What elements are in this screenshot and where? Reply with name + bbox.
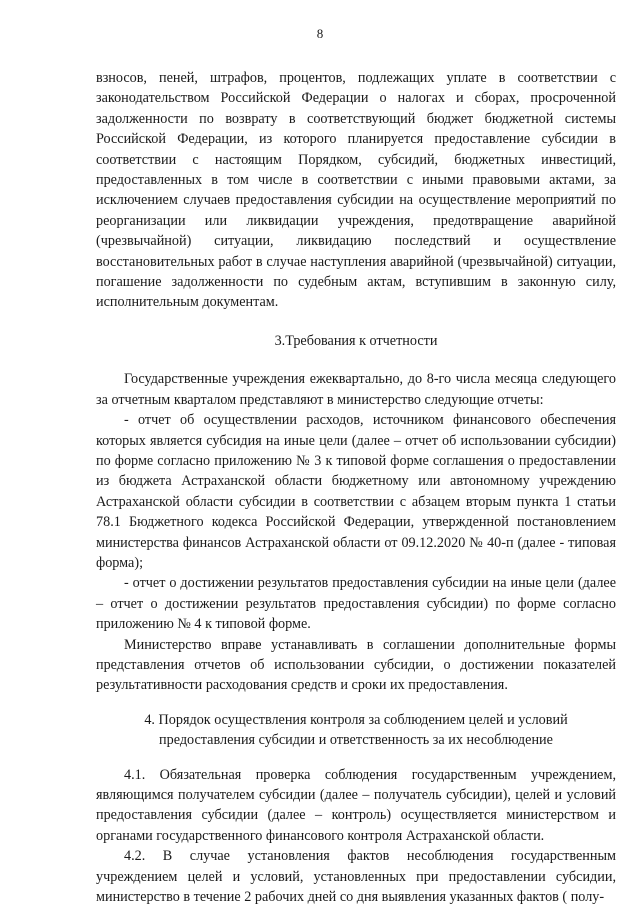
spacer (96, 313, 616, 331)
spacer (96, 351, 616, 369)
section-3-title: 3.Требования к отчетности (274, 332, 438, 349)
section-3-paragraph: Государственные учреждения ежеквартально, до 8-го числа месяца следующего за отчетным кварталом представляют в министерство следующие отчеты: (96, 371, 616, 408)
section-3-paragraph: Министерство вправе устанавливать в соглашении дополнительные формы представления отчетов об использовании субсидии, о достижении показателей результативности расходования средств и сроки их предоставления. (96, 636, 616, 694)
section-4-title: 4. Порядок осуществления контроля за соблюдением целей и условий предоставления субсидии и ответственность за их несоблюдение (144, 711, 568, 749)
section-4-paragraph: 4.1. Обязательная проверка соблюдения государственным учреждением, являющимся получателем субсидии (далее – получатель субсидии), целей и условий предоставления субсидии (далее – контроль) осуществляется министерством и органами государственного финансового контроля Астраханской области. (96, 766, 616, 844)
section-3-paragraph: - отчет о достижении результатов предоставления субсидии на иные цели (далее – отчет о достижении результатов предоставления субсидии) по форме согласно приложению № 4 к типовой форме. (96, 575, 616, 633)
spacer (96, 751, 616, 765)
spacer (96, 696, 616, 710)
paragraph-continuation: взносов, пеней, штрафов, процентов, подлежащих уплате в соответствии с законодательством Российской Федерации о налогах и сборах, просроченной задолженности по возврату в соответствующий бюджет бюджетной системы Российской Федерации, из которого планируется предоставление субсидии в соответствии с настоящим Порядком, субсидий, бюджетных инвестиций, предоставленных в том числе в соответствии с иными правовыми актами, за исключением случаев предоставления субсидии на осуществление мероприятий по реорганизации или ликвидации учреждения, предотвращение аварийной (чрезвычайной) ситуации, ликвидацию последствий и осуществление восстановительных работ в случае наступления аварийной (чрезвычайной) ситуации, погашение задолженности по судебным актам, вступившим в законную силу, исполнительным документам. (96, 70, 616, 311)
page-number: 8 (316, 26, 324, 41)
section-3-paragraph: - отчет об осуществлении расходов, источником финансового обеспечения которых является субсидия на иные цели (далее – отчет об использовании субсидии) по форме согласно приложению № 3 к типовой форме соглашения о предоставлении из бюджета Астраханской области бюджетному или автономному учреждению Астраханской области субсидии в соответствии с абзацем вторым пункта 1 статьи 78.1 Бюджетного кодекса Российской Федерации, утвержденной постановлением министерства финансов Астраханской области от 09.12.2020 № 40-п (далее - типовая форма); (96, 412, 616, 571)
document-body (96, 68, 616, 907)
section-4-paragraph: 4.2. В случае установления фактов несоблюдения государственным учреждением целей и условий, установленных при предоставлении субсидии, министерство в течение 2 рабочих дней со дня выявления указанных фактов ( полу- (96, 848, 616, 906)
